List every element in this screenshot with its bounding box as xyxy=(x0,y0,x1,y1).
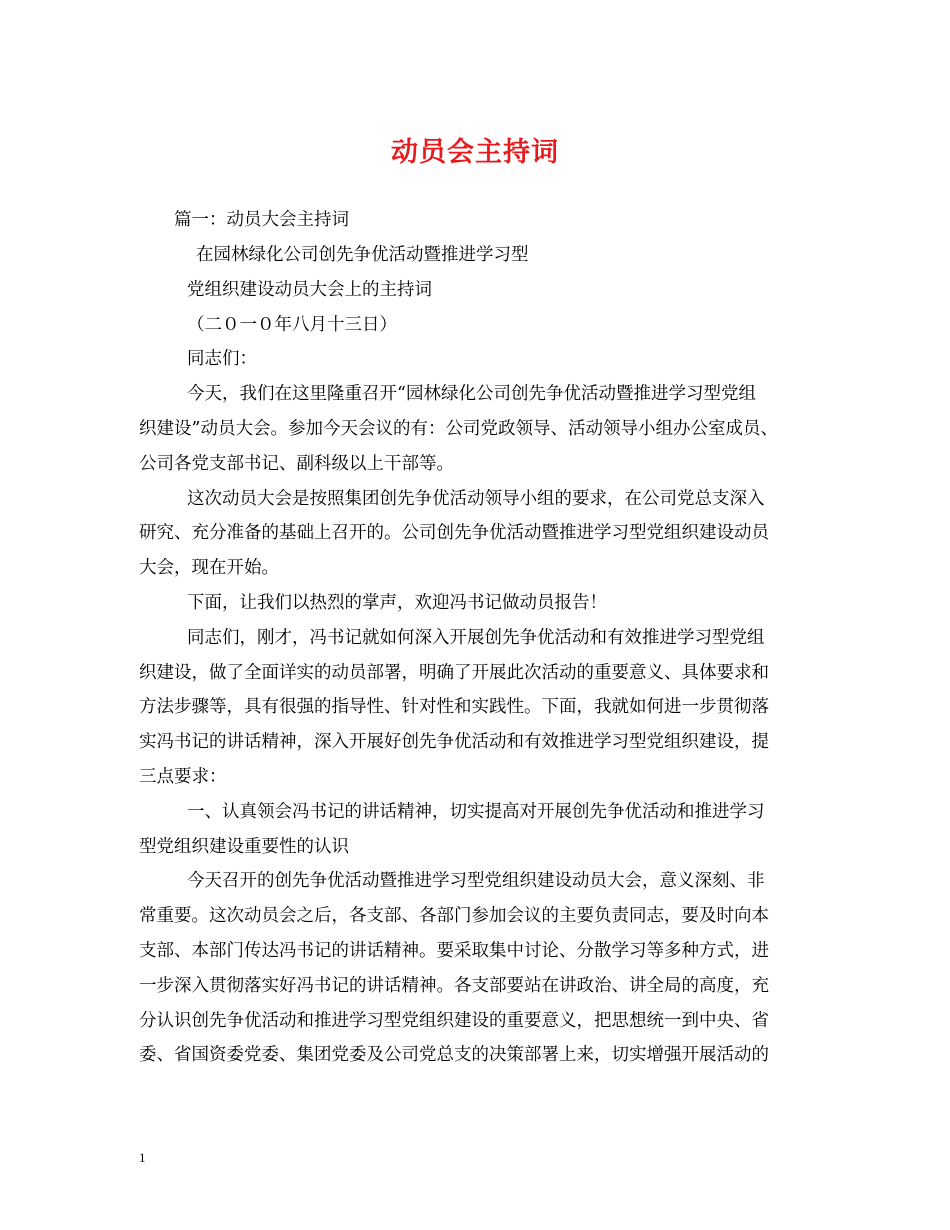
doc-line: 在园林绿化公司创先争优活动暨推进学习型 xyxy=(196,245,529,265)
doc-line: 这次动员大会是按照集团创先争优活动领导小组的要求，在公司党总支深入 xyxy=(187,489,765,509)
doc-line: 同志们，刚才，冯书记就如何深入开展创先争优活动和有效推进学习型党组 xyxy=(187,628,765,648)
doc-line: 大会，现在开始。 xyxy=(139,558,279,578)
doc-line: 委、省国资委党委、集团党委及公司党总支的决策部署上来，切实增强开展活动的 xyxy=(139,1045,769,1065)
doc-line: 篇一：动员大会主持词 xyxy=(174,210,349,230)
doc-line: 今天，我们在这里隆重召开“园林绿化公司创先争优活动暨推进学习型党组 xyxy=(187,384,756,404)
doc-line: （二０一０年八月十三日） xyxy=(187,315,397,335)
doc-line: 型党组织建设重要性的认识 xyxy=(139,837,349,857)
doc-line: 分认识创先争优活动和推进学习型党组织建设的重要意义，把思想统一到中央、省 xyxy=(139,1011,769,1031)
doc-line: 支部、本部门传达冯书记的讲话精神。要采取集中讨论、分散学习等多种方式，进 xyxy=(139,941,769,961)
document-title: 动员会主持词 xyxy=(391,137,559,168)
doc-line: 织建设”动员大会。参加今天会议的有：公司党政领导、活动领导小组办公室成员、 xyxy=(139,419,778,439)
doc-line: 方法步骤等，具有很强的指导性、针对性和实践性。下面，我就如何进一步贯彻落 xyxy=(139,697,769,717)
doc-line: 三点要求： xyxy=(139,767,227,787)
doc-line: 同志们： xyxy=(187,349,257,369)
doc-line: 常重要。这次动员会之后，各支部、各部门参加会议的主要负责同志，要及时向本 xyxy=(139,906,769,926)
doc-line: 一步深入贯彻落实好冯书记的讲话精神。各支部要站在讲政治、讲全局的高度，充 xyxy=(139,976,769,996)
doc-line: 今天召开的创先争优活动暨推进学习型党组织建设动员大会，意义深刻、非 xyxy=(187,871,765,891)
doc-line: 实冯书记的讲话精神，深入开展好创先争优活动和有效推进学习型党组织建设，提 xyxy=(139,732,769,752)
page-number: 1 xyxy=(139,1150,146,1165)
doc-line: 织建设，做了全面详实的动员部署，明确了开展此次活动的重要意义、具体要求和 xyxy=(139,663,769,683)
doc-line: 研究、充分准备的基础上召开的。公司创先争优活动暨推进学习型党组织建设动员 xyxy=(139,523,769,543)
doc-line: 下面，让我们以热烈的掌声，欢迎冯书记做动员报告！ xyxy=(187,593,607,613)
doc-line: 公司各党支部书记、副科级以上干部等。 xyxy=(139,454,454,474)
doc-line: 一、认真领会冯书记的讲话精神，切实提高对开展创先争优活动和推进学习 xyxy=(187,802,765,822)
doc-line: 党组织建设动员大会上的主持词 xyxy=(187,280,432,300)
